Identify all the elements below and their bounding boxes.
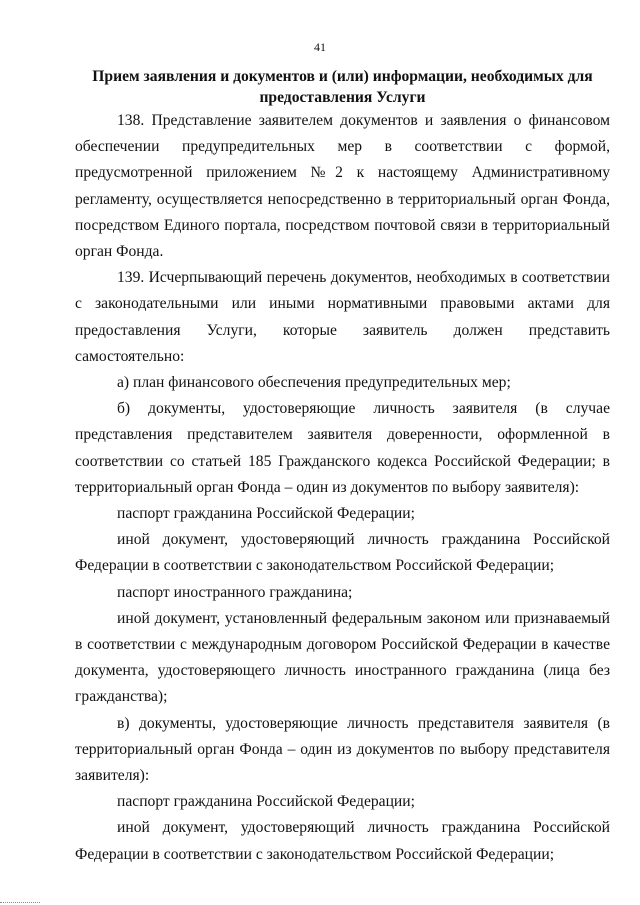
sub-item-other-id-rf: иной документ, удостоверяющий личность гражданина Российской Федерации в соответствии с законодательством Российской Федерации;: [75, 531, 610, 575]
sub-item-foreign-passport: паспорт иностранного гражданина;: [117, 583, 353, 601]
section-title: [90, 66, 595, 108]
section-title-line-1: Прием заявления и документов и (или) информации, необходимых для: [92, 68, 593, 85]
list-item-a: а) план финансового обеспечения предупредительных мер;: [117, 374, 511, 392]
page-number: 41: [314, 40, 326, 54]
sub-item-other-id-foreign: иной документ, установленный федеральным законом или признаваемый в соответствии с международным договором Российской Федерации в качестве документа, удостоверяющего личность иностранного гражданина (лица без гражданства);: [75, 609, 610, 706]
list-item-b: б) документы, удостоверяющие личность заявителя (в случае представления представителем заявителя доверенности, оформленной в соответствии со статьей 185 Гражданского кодекса Российской Федерации; в территориальный орган Фонда – один из документов по выбору заявителя):: [75, 400, 610, 496]
sub-item-rep-other-id-rf: иной документ, удостоверяющий личность гражданина Российской Федерации в соответствии с законодательством Российской Федерации;: [75, 819, 610, 863]
paragraph-138: 138. Представление заявителем документов и заявления о финансовом обеспечении предупредительных мер в соответствии с формой, предусмотренной приложением №2 к настоящему Административному регламенту, осуществляется непосредственно в территориальный орган Фонда, посредством Единого портала, посредством почтовой связи в территориальный орган Фонда.: [75, 112, 610, 261]
sub-item-rep-passport-rf: паспорт гражданина Российской Федерации;: [117, 793, 415, 811]
section-title-line-2: предоставления Услуги: [259, 89, 426, 106]
list-item-v: в) документы, удостоверяющие личность представителя заявителя (в территориальный орган Фонда – один из документов по выбору представителя заявителя):: [75, 714, 610, 785]
paragraph-139: 139. Исчерпывающий перечень документов, необходимых в соответствии с законодательными или иными нормативными правовыми актами для предоставления Услуги, которые заявитель должен представить самостоятельно:: [75, 269, 610, 365]
sub-item-passport-rf: паспорт гражданина Российской Федерации;: [117, 505, 415, 523]
document-body: [75, 108, 610, 868]
